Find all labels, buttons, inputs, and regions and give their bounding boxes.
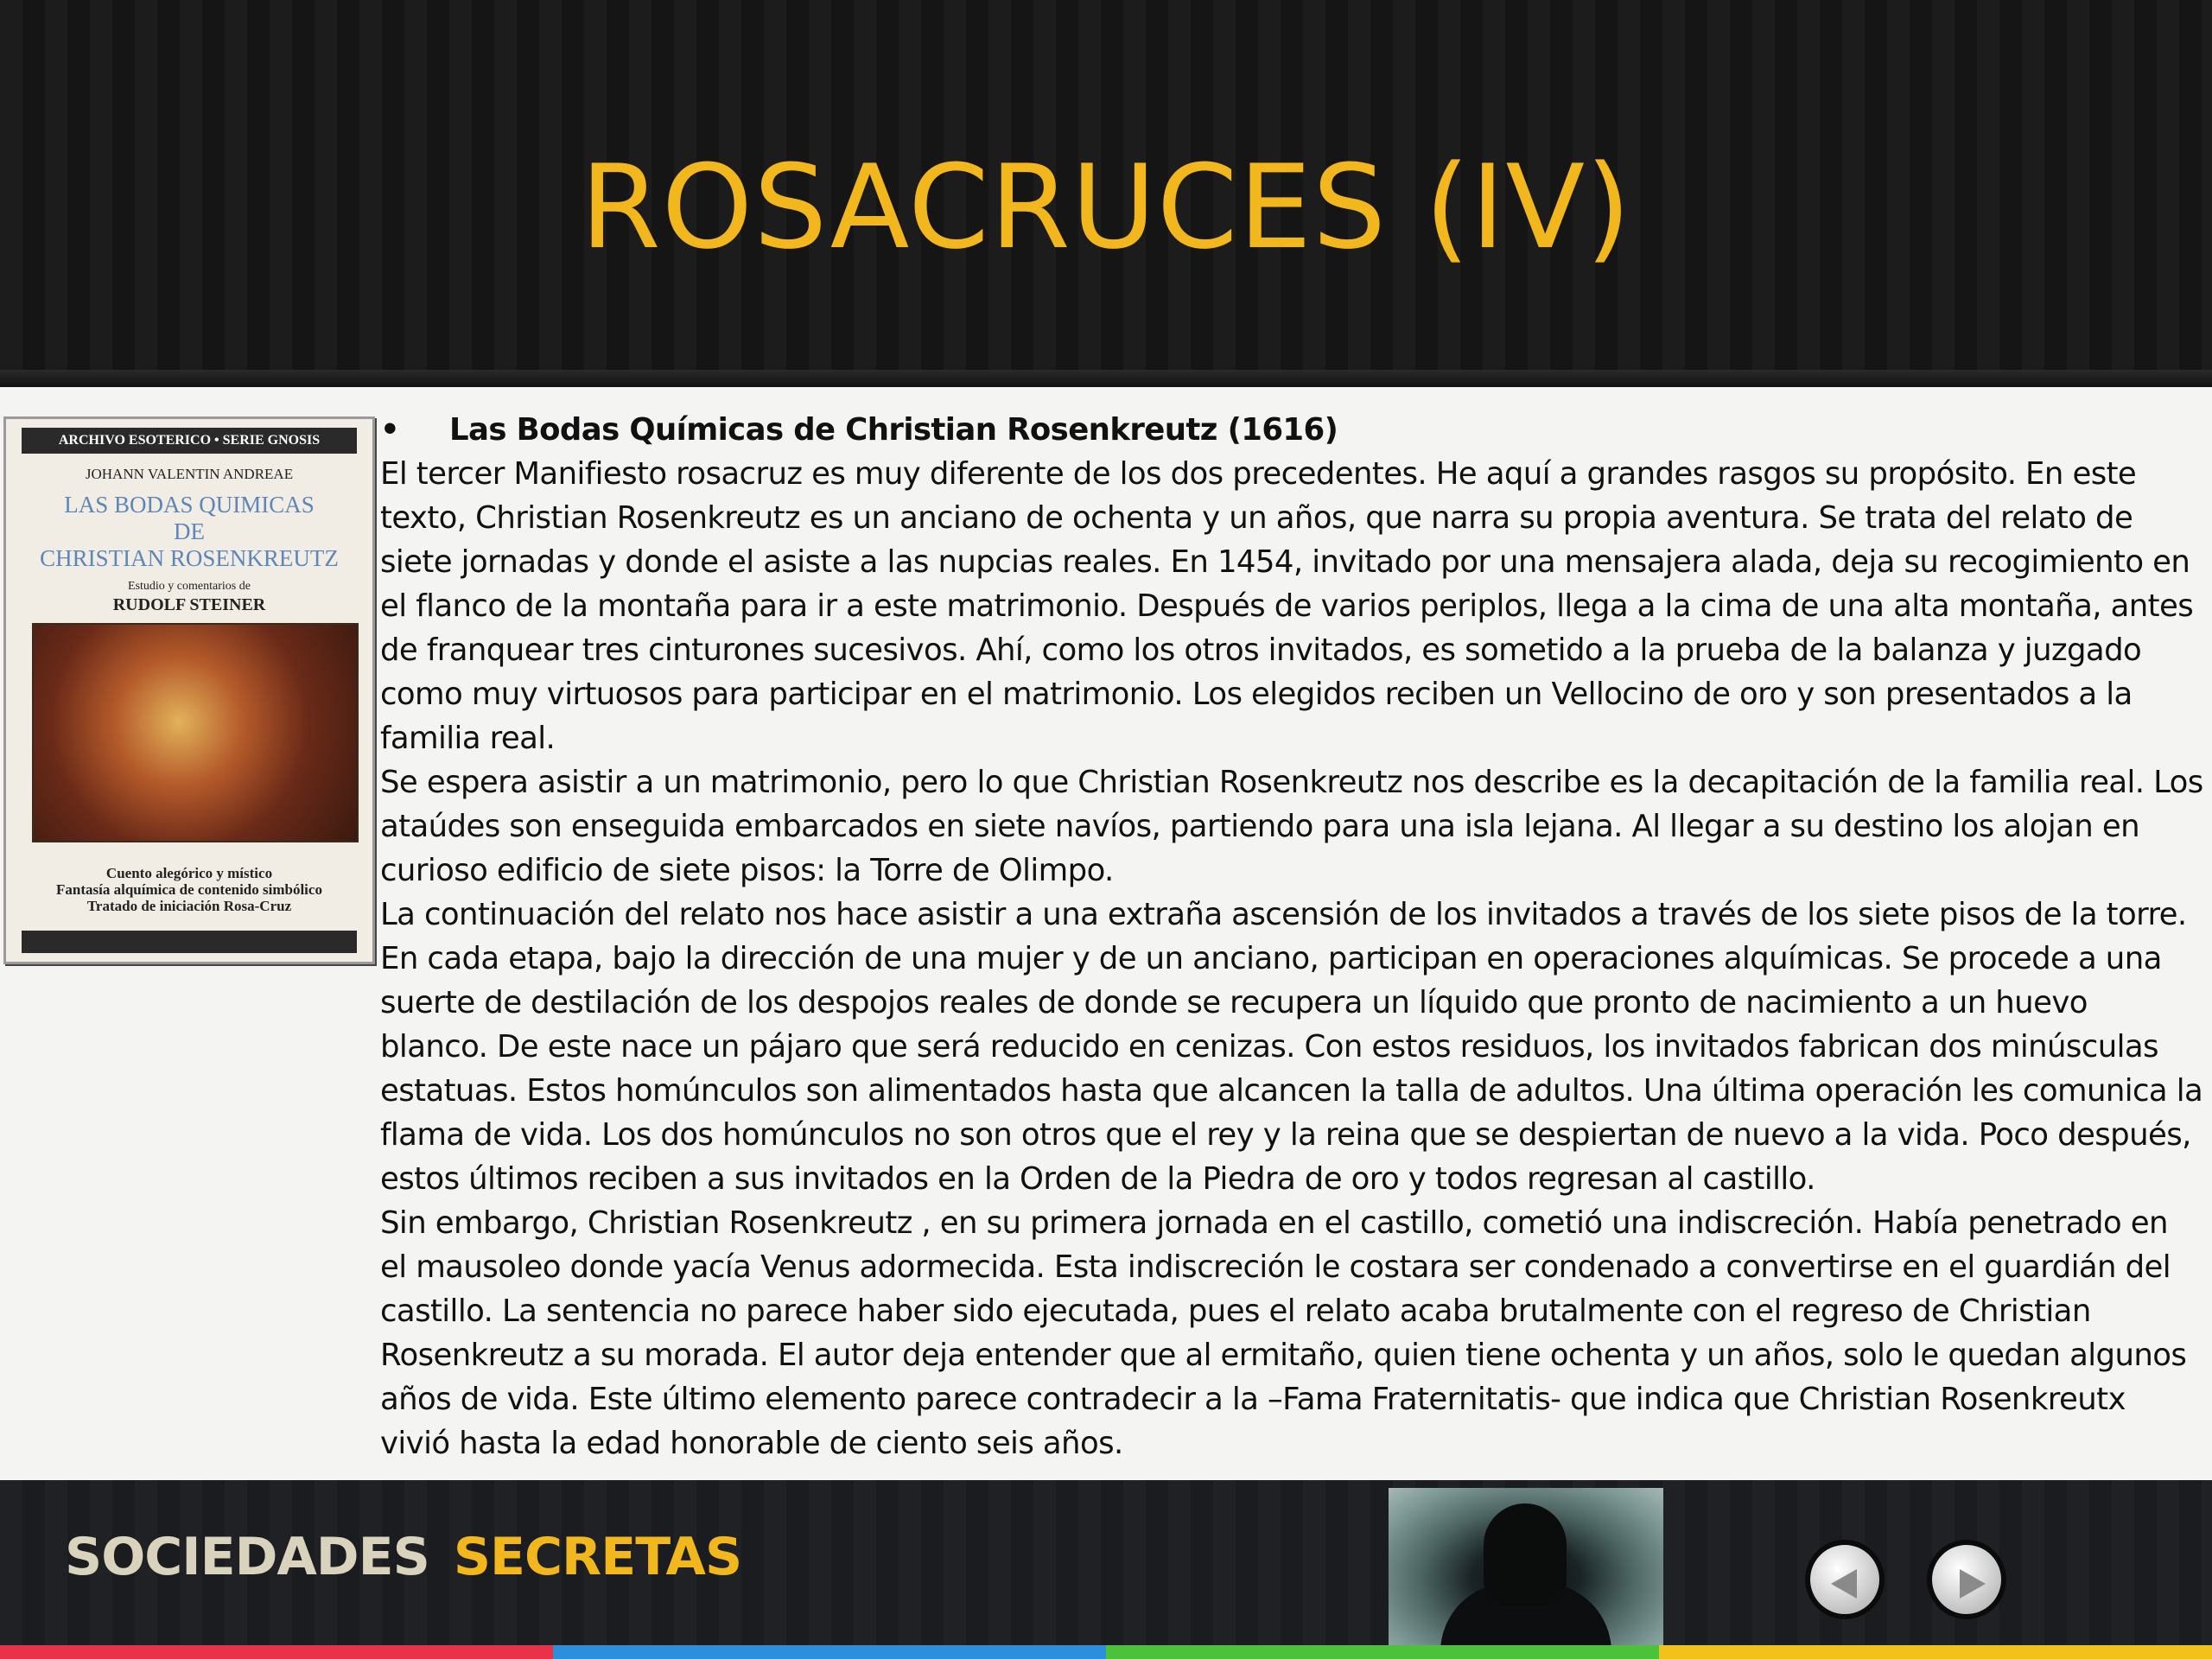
footer-word-secretas: SECRETAS [453,1527,742,1587]
arrow-right-icon [1960,1569,1986,1599]
book-tagline-line: Tratado de iniciación Rosa-Cruz [86,898,292,914]
book-commentator: RUDOLF STEINER [112,595,266,614]
paragraph: El tercer Manifiesto rosacruz es muy diferente de los dos precedentes. He aquí a grandes rasgos su propósito. En este texto, Christian Rosenkreutz es un anciano de ochenta y un años, que narra su propia aventura. Se trata del relato de siete jornadas y donde el asiste a las nupcias reales. En 1454, invitado por una mensajera alada, deja su recogimiento en el flanco de la montaña para ir a este matrimonio. Después de varios periplos, llega a la cima de una alta montaña, antes de franquear tres cinturones sucesivos. Ahí, como los otros invitados, es sometido a la prueba de la balanza y juzgado como muy virtuosos para participar en el matrimonio. Los elegidos reciben un Vellocino de oro y son presentados a la familia real. [380,456,2194,756]
previous-slide-button[interactable] [1805,1540,1885,1619]
book-tagline [6,865,372,914]
hooded-figure-image [1389,1488,1663,1652]
footer-word-sociedades: SOCIEDADES [65,1527,429,1587]
book-cover-painting [32,623,359,842]
color-strip-segment [1659,1645,2212,1659]
bullet-heading [380,408,2203,452]
book-title-line: DE [174,518,205,544]
body-text [380,408,2203,1465]
book-title-line: LAS BODAS QUIMICAS [64,492,315,518]
paragraph: La continuación del relato nos hace asistir a una extraña ascensión de los invitados a través de los siete pisos de la torre. En cada etapa, bajo la dirección de una mujer y de un anciano, participan en operaciones alquímicas. Se procede a una suerte de destilación de los despojos reales de donde se recupera un líquido que pronto de nacimiento a un huevo blanco. De este nace un pájaro que será reducido en cenizas. Con estos residuos, los invitados fabrican dos minúsculas estatuas. Estos homúnculos son alimentados hasta que alcancen la talla de adultos. Una última operación les comunica la flama de vida. Los dos homúnculos no son otros que el rey y la reina que se despiertan de nuevo a la vida. Poco después, estos últimos reciben a sus invitados en la Orden de la Piedra de oro y todos regresan al castillo. [380,897,2203,1197]
book-title-line: CHRISTIAN ROSENKREUTZ [40,545,339,571]
arrow-left-icon [1831,1569,1857,1599]
heading-text: Las Bodas Químicas de Christian Rosenkreutz (1616) [449,412,1338,448]
bullet-icon: • [380,412,400,448]
header-divider [0,370,2212,387]
book-cover-image [3,416,375,964]
figure-hood [1484,1503,1567,1605]
book-tagline-line: Cuento alegórico y místico [105,865,273,881]
color-strip-segment [0,1645,553,1659]
book-author: JOHANN VALENTIN ANDREAE [85,466,294,482]
book-publisher-bar [22,931,357,953]
paragraph: Sin embargo, Christian Rosenkreutz , en su primera jornada en el castillo, cometió una indiscreción. Había penetrado en el mausoleo donde yacía Venus adormecida. Esta indiscreción le costara ser condenado a convertirse en el guardián del castillo. La sentencia no parece haber sido ejecutada, pues el relato acaba brutalmente con el regreso de Christian Rosenkreutz a su morada. El autor deja entender que al ermitaño, quien tiene ochenta y un años, solo le quedan algunos años de vida. Este último elemento parece contradecir a la –Fama Fraternitatis- que indica que Christian Rosenkreutx vivió hasta la edad honorable de ciento seis años. [380,1205,2187,1461]
color-strip-segment [1106,1645,1659,1659]
footer-title [65,1522,741,1592]
book-series-label: ARCHIVO ESOTERICO • SERIE GNOSIS [22,428,357,454]
book-tagline-line: Fantasía alquímica de contenido simbólico [56,881,322,898]
paragraph: Se espera asistir a un matrimonio, pero lo que Christian Rosenkreutz nos describe es la decapitación de la familia real. Los ataúdes son enseguida embarcados en siete navíos, partiendo para una isla lejana. Al llegar a su destino los alojan en curioso edificio de siete pisos: la Torre de Olimpo. [380,765,2203,888]
color-strip-segment [553,1645,1106,1659]
book-study-label: Estudio y comentarios de [128,580,251,593]
next-slide-button[interactable] [1927,1540,2006,1619]
color-strip [0,1645,2212,1659]
book-title [15,492,364,572]
slide-title: ROSACRUCES (IV) [580,140,1632,275]
